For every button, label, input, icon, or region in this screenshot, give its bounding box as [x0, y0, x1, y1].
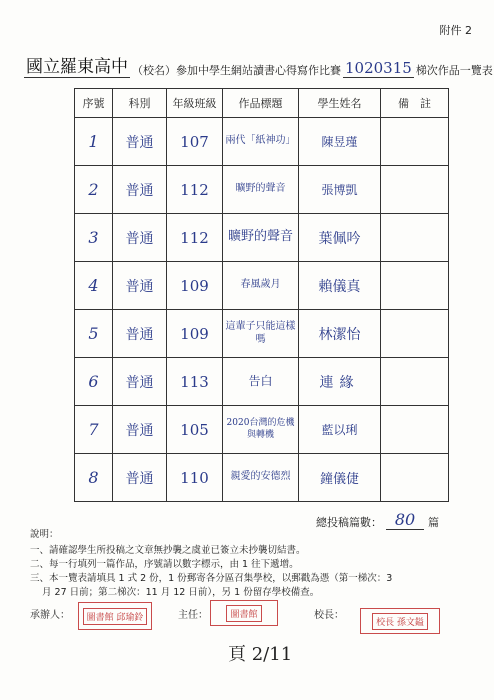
header-remark: 備 註 — [381, 89, 449, 118]
school-hint: （校名） — [132, 64, 176, 77]
row-remark — [381, 358, 449, 406]
table-row — [75, 118, 449, 166]
row-grade: 110 — [167, 454, 223, 502]
row-grade: 112 — [167, 214, 223, 262]
row-title: 曠野的聲音 — [223, 214, 299, 262]
row-category: 普通 — [113, 358, 167, 406]
table-row — [75, 358, 449, 406]
table-row — [75, 166, 449, 214]
table-row — [75, 262, 449, 310]
row-remark — [381, 166, 449, 214]
row-category: 普通 — [113, 454, 167, 502]
contest-number: 1020315 — [345, 59, 412, 77]
header-grade: 年級班級 — [167, 89, 223, 118]
row-name: 陳昱瑾 — [299, 118, 381, 166]
title-text-b: 梯次作品一覽表 — [415, 64, 493, 77]
table-row — [75, 454, 449, 502]
row-category: 普通 — [113, 118, 167, 166]
principal-label: 校長： — [314, 610, 344, 621]
total-label: 總投稿篇數： — [316, 516, 382, 529]
row-number: 7 — [75, 406, 113, 454]
row-name: 鐘儀倢 — [299, 454, 381, 502]
submission-table — [74, 88, 449, 502]
row-name: 連緣 — [299, 358, 381, 406]
row-title: 春風歲月 — [223, 262, 299, 310]
row-grade: 113 — [167, 358, 223, 406]
row-category: 普通 — [113, 262, 167, 310]
row-title: 親愛的安德烈 — [223, 454, 299, 502]
row-category: 普通 — [113, 310, 167, 358]
signature-row — [30, 604, 470, 634]
row-title: 曠野的聲音 — [223, 166, 299, 214]
row-category: 普通 — [113, 406, 167, 454]
instructions-heading: 說明： — [30, 529, 59, 540]
row-number: 1 — [75, 118, 113, 166]
row-grade: 105 — [167, 406, 223, 454]
row-number: 6 — [75, 358, 113, 406]
row-number: 2 — [75, 166, 113, 214]
row-title: 兩代「紙神功」 — [223, 118, 299, 166]
total-submissions — [316, 510, 439, 530]
row-grade: 112 — [167, 166, 223, 214]
school-name: 國立羅東高中 — [24, 52, 130, 78]
row-remark — [381, 214, 449, 262]
row-grade: 109 — [167, 310, 223, 358]
header-category: 科別 — [113, 89, 167, 118]
header-title: 作品標題 — [223, 89, 299, 118]
row-name: 藍以琍 — [299, 406, 381, 454]
table-row — [75, 406, 449, 454]
table-header-row — [75, 89, 449, 118]
row-number: 8 — [75, 454, 113, 502]
row-title: 告白 — [223, 358, 299, 406]
title-text-a: 參加中學生網站讀書心得寫作比賽 — [176, 64, 341, 77]
row-title: 2020台灣的危機與轉機 — [223, 406, 299, 454]
document-title — [24, 52, 493, 78]
row-remark — [381, 454, 449, 502]
header-number: 序號 — [75, 89, 113, 118]
row-category: 普通 — [113, 166, 167, 214]
row-number: 5 — [75, 310, 113, 358]
row-grade: 107 — [167, 118, 223, 166]
table-row — [75, 214, 449, 262]
row-name: 賴儀真 — [299, 262, 381, 310]
handler-label: 承辦人： — [30, 610, 70, 621]
row-name: 葉佩吟 — [299, 214, 381, 262]
row-remark — [381, 406, 449, 454]
row-remark — [381, 118, 449, 166]
instruction-item: 一、請確認學生所投稿之文章無抄襲之虞並已簽立未抄襲切結書。 — [30, 545, 306, 556]
director-stamp: 圖書館 — [210, 600, 278, 626]
row-name: 張博凱 — [299, 166, 381, 214]
total-unit: 篇 — [428, 516, 439, 529]
instructions — [30, 528, 480, 600]
header-name: 學生姓名 — [299, 89, 381, 118]
attachment-label: 附件 2 — [439, 24, 472, 37]
row-title: 這輩子只能這樣嗎 — [223, 310, 299, 358]
instruction-item: 二、每一行填列一篇作品，序號請以數字標示，由 1 往下遞增。 — [30, 559, 299, 570]
handler-stamp: 圖書館 邱瑜鈴 — [78, 602, 152, 630]
director-label: 主任： — [178, 610, 208, 621]
principal-stamp: 校長 孫文鎰 — [360, 608, 440, 634]
table-row — [75, 310, 449, 358]
row-number: 3 — [75, 214, 113, 262]
row-remark — [381, 310, 449, 358]
row-remark — [381, 262, 449, 310]
page-number: 頁 2/11 — [228, 644, 293, 665]
row-name: 林潔怡 — [299, 310, 381, 358]
total-count: 80 — [386, 510, 424, 530]
instruction-item: 三、本一覽表請填具 1 式 2 份，1 份郵寄各分區召集學校，以郵戳為憑（第一梯次：3 — [30, 573, 393, 584]
row-number: 4 — [75, 262, 113, 310]
instruction-item: 月 27 日前；第二梯次：11 月 12 日前），另 1 份留存學校備查。 — [42, 587, 320, 598]
row-grade: 109 — [167, 262, 223, 310]
row-category: 普通 — [113, 214, 167, 262]
